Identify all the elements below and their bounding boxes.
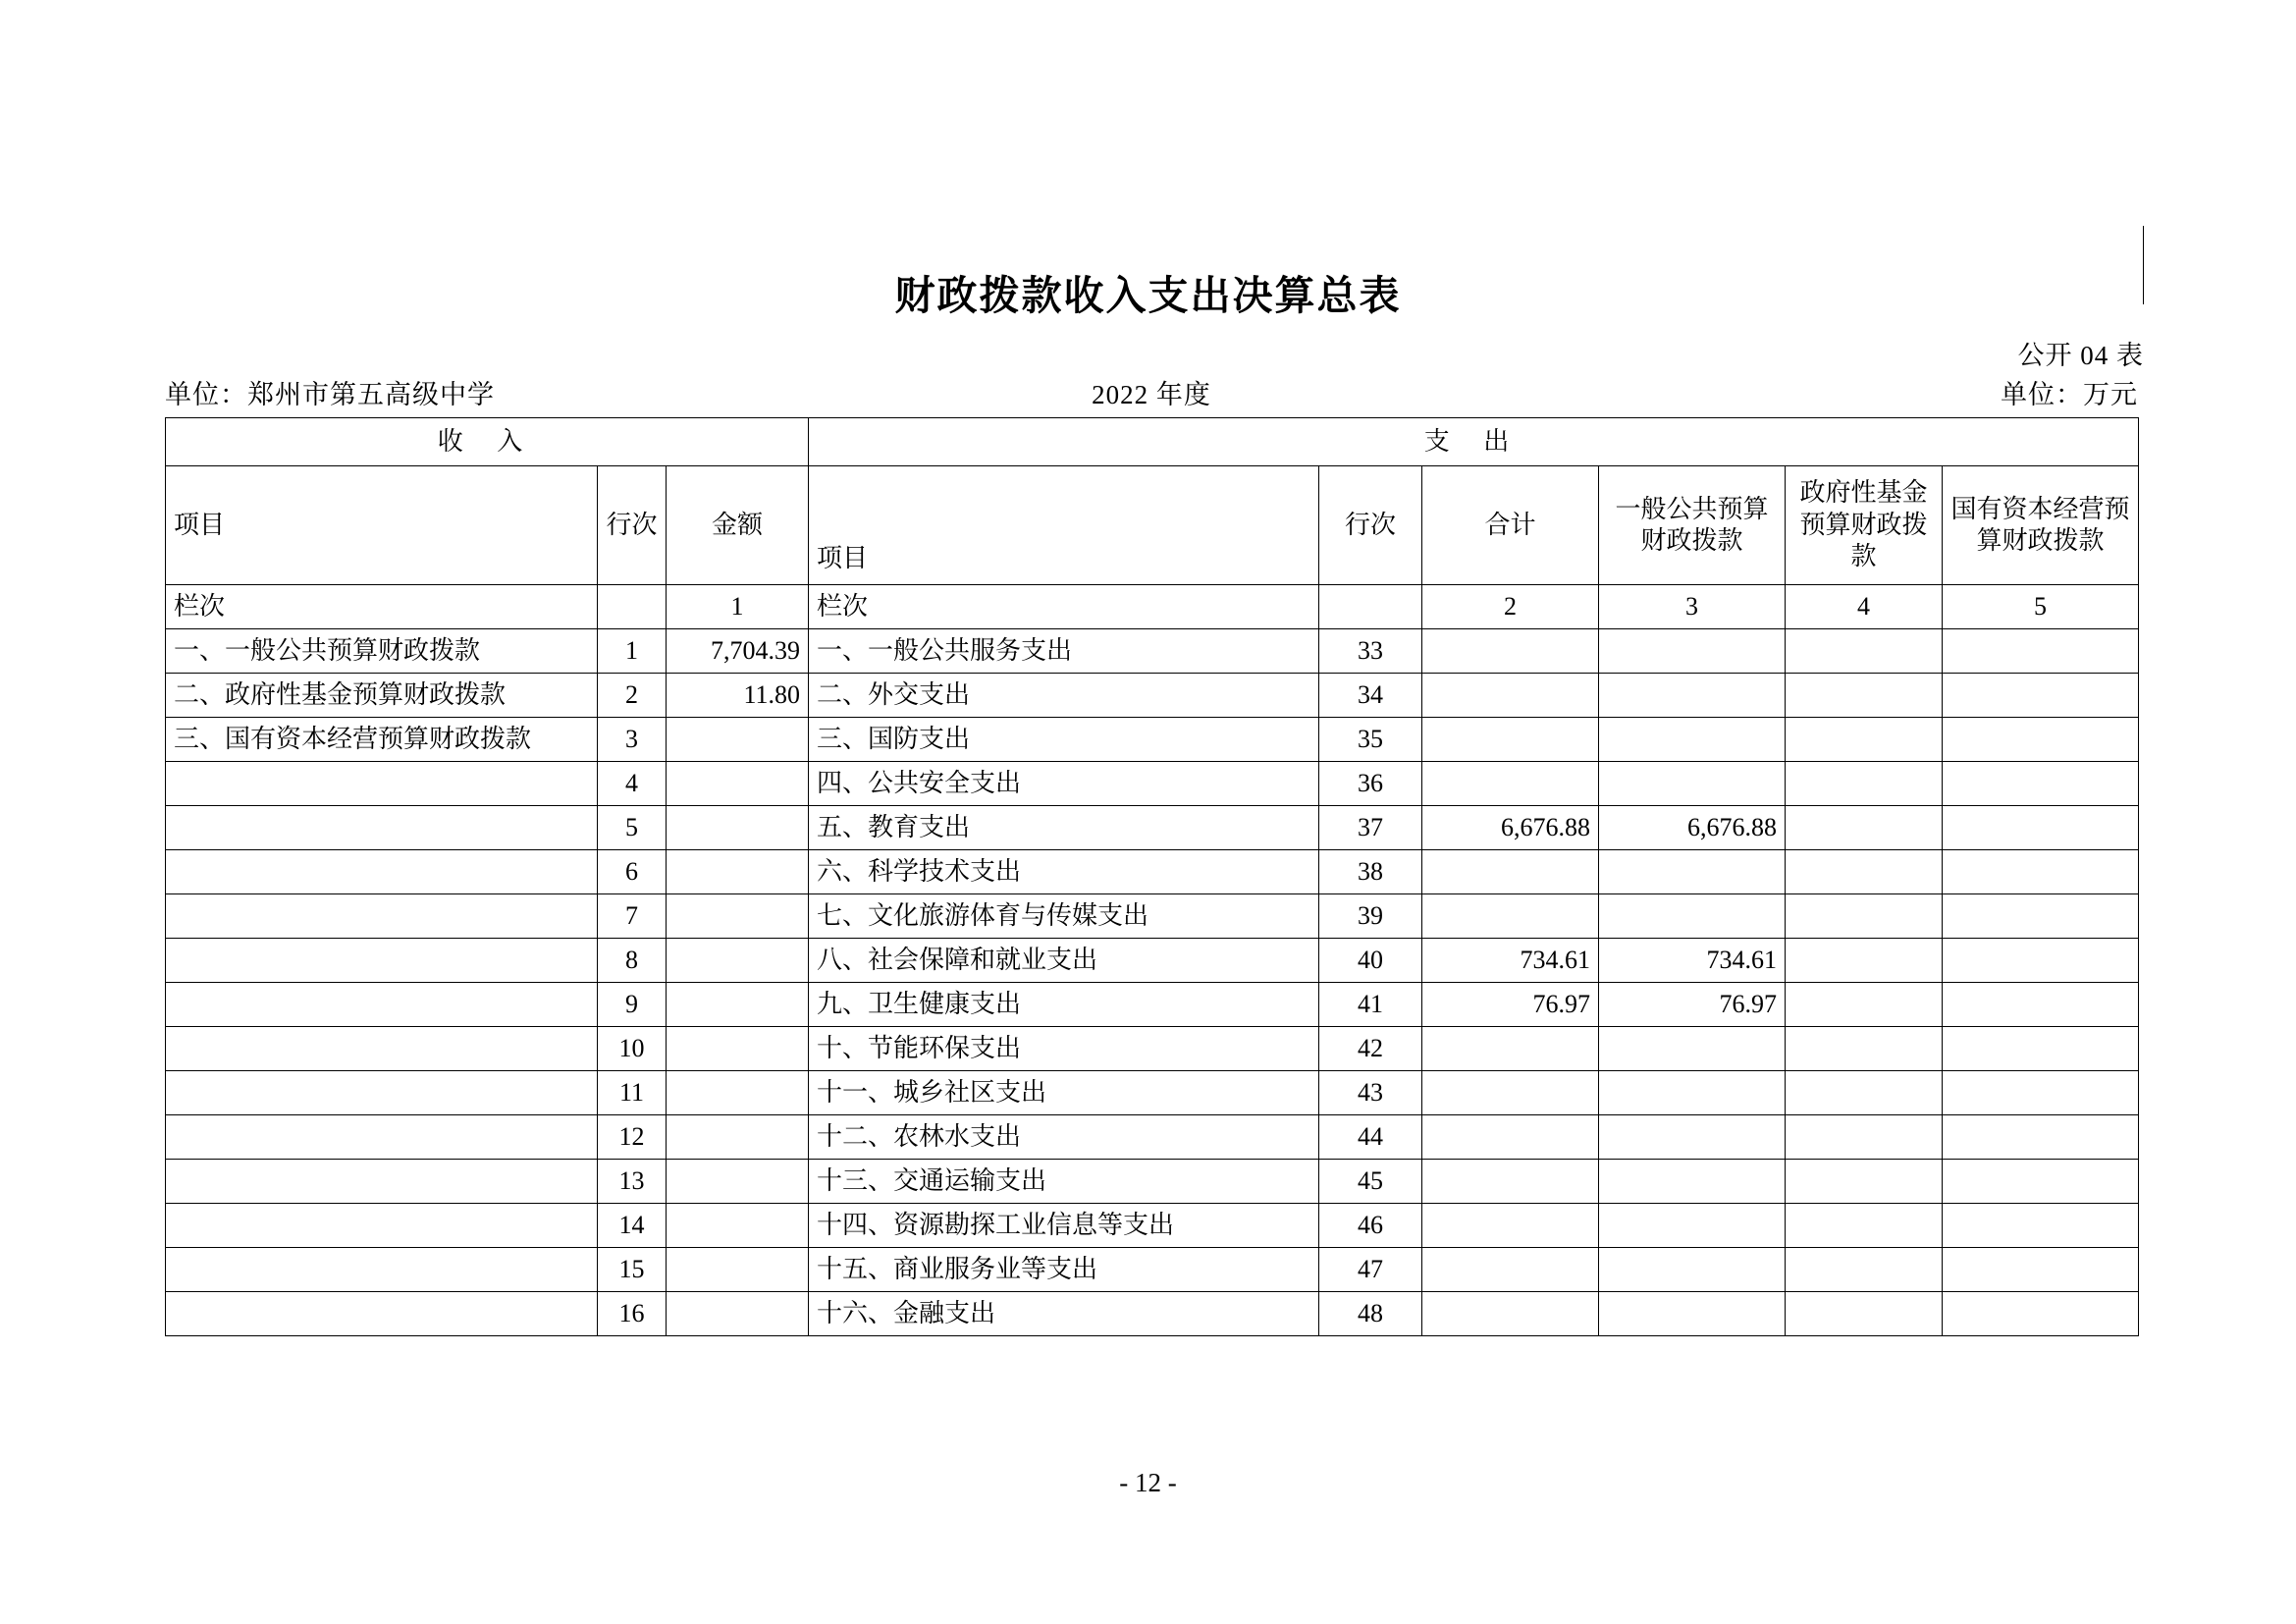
income-item	[166, 1160, 598, 1204]
column-label-income: 栏次	[166, 585, 598, 629]
table-row	[166, 718, 2139, 762]
expense-total	[1422, 629, 1599, 674]
income-line: 10	[598, 1027, 667, 1071]
expense-total	[1422, 1248, 1599, 1292]
header-expense-gov-fund: 政府性基金预算财政拨款	[1786, 466, 1943, 585]
expense-gov-fund	[1786, 806, 1943, 850]
page-title: 财政拨款收入支出决算总表	[894, 273, 1402, 318]
section-header-expense: 支 出	[809, 418, 2139, 466]
table-row	[166, 850, 2139, 894]
table-row	[166, 939, 2139, 983]
expense-item: 五、教育支出	[809, 806, 1319, 850]
expense-general	[1599, 850, 1786, 894]
income-line: 1	[598, 629, 667, 674]
table-row	[166, 1071, 2139, 1115]
income-line: 4	[598, 762, 667, 806]
expense-gov-fund	[1786, 1071, 1943, 1115]
income-amount	[667, 1292, 809, 1336]
expense-soe	[1943, 1115, 2139, 1160]
expense-soe	[1943, 939, 2139, 983]
income-line: 2	[598, 674, 667, 718]
table-row	[166, 1292, 2139, 1336]
income-item	[166, 1115, 598, 1160]
header-income-amount: 金额	[667, 466, 809, 585]
expense-soe	[1943, 1160, 2139, 1204]
expense-line: 33	[1319, 629, 1422, 674]
column-number-expense-line	[1319, 585, 1422, 629]
income-item: 一、一般公共预算财政拨款	[166, 629, 598, 674]
expense-general: 6,676.88	[1599, 806, 1786, 850]
column-number-expense-total: 2	[1422, 585, 1599, 629]
expense-line: 44	[1319, 1115, 1422, 1160]
expense-gov-fund	[1786, 894, 1943, 939]
income-item	[166, 850, 598, 894]
expense-total	[1422, 1027, 1599, 1071]
expense-line: 42	[1319, 1027, 1422, 1071]
expense-total	[1422, 1204, 1599, 1248]
expense-line: 43	[1319, 1071, 1422, 1115]
expense-soe	[1943, 983, 2139, 1027]
expense-soe	[1943, 674, 2139, 718]
column-number-expense-soe: 5	[1943, 585, 2139, 629]
column-number-expense-gov-fund: 4	[1786, 585, 1943, 629]
table-row	[166, 629, 2139, 674]
expense-item: 一、一般公共服务支出	[809, 629, 1319, 674]
expense-gov-fund	[1786, 718, 1943, 762]
expense-gov-fund	[1786, 983, 1943, 1027]
income-item	[166, 1071, 598, 1115]
income-amount	[667, 1248, 809, 1292]
income-line: 13	[598, 1160, 667, 1204]
income-amount	[667, 1115, 809, 1160]
income-item: 三、国有资本经营预算财政拨款	[166, 718, 598, 762]
expense-general	[1599, 1292, 1786, 1336]
income-amount	[667, 762, 809, 806]
income-item	[166, 939, 598, 983]
expense-line: 38	[1319, 850, 1422, 894]
meta-row	[165, 373, 2138, 412]
income-item	[166, 1292, 598, 1336]
table-row	[166, 762, 2139, 806]
expense-general	[1599, 674, 1786, 718]
expense-line: 45	[1319, 1160, 1422, 1204]
column-number-income-line	[598, 585, 667, 629]
expense-gov-fund	[1786, 1115, 1943, 1160]
header-income-line: 行次	[598, 466, 667, 585]
table-row	[166, 1204, 2139, 1248]
table-row	[166, 806, 2139, 850]
income-line: 12	[598, 1115, 667, 1160]
header-expense-total: 合计	[1422, 466, 1599, 585]
page-number: - 12 -	[1119, 1468, 1177, 1497]
income-item	[166, 1248, 598, 1292]
expense-total	[1422, 1115, 1599, 1160]
expense-gov-fund	[1786, 1292, 1943, 1336]
expense-general: 76.97	[1599, 983, 1786, 1027]
expense-item: 十二、农林水支出	[809, 1115, 1319, 1160]
table-row	[166, 674, 2139, 718]
expense-total	[1422, 674, 1599, 718]
expense-total	[1422, 1292, 1599, 1336]
expense-item: 七、文化旅游体育与传媒支出	[809, 894, 1319, 939]
income-line: 15	[598, 1248, 667, 1292]
expense-general	[1599, 894, 1786, 939]
unit-name-label: 单位：郑州市第五高级中学	[165, 380, 495, 409]
income-amount	[667, 1071, 809, 1115]
income-item	[166, 806, 598, 850]
expense-soe	[1943, 629, 2139, 674]
expense-line: 41	[1319, 983, 1422, 1027]
table-column-header-row	[166, 466, 2139, 585]
expense-soe	[1943, 762, 2139, 806]
expense-total	[1422, 850, 1599, 894]
expense-general	[1599, 1160, 1786, 1204]
expense-total	[1422, 1160, 1599, 1204]
expense-line: 48	[1319, 1292, 1422, 1336]
expense-item: 二、外交支出	[809, 674, 1319, 718]
expense-total	[1422, 894, 1599, 939]
expense-gov-fund	[1786, 1204, 1943, 1248]
expense-line: 39	[1319, 894, 1422, 939]
expense-gov-fund	[1786, 674, 1943, 718]
expense-gov-fund	[1786, 939, 1943, 983]
expense-gov-fund	[1786, 1160, 1943, 1204]
expense-general	[1599, 629, 1786, 674]
expense-line: 34	[1319, 674, 1422, 718]
section-header-income: 收 入	[166, 418, 809, 466]
column-number-expense-general: 3	[1599, 585, 1786, 629]
expense-general	[1599, 1071, 1786, 1115]
header-income-item: 项目	[166, 466, 598, 585]
expense-general	[1599, 762, 1786, 806]
expense-item: 六、科学技术支出	[809, 850, 1319, 894]
expense-gov-fund	[1786, 1248, 1943, 1292]
expense-item: 十三、交通运输支出	[809, 1160, 1319, 1204]
header-expense-soe-budget: 国有资本经营预算财政拨款	[1943, 466, 2139, 585]
income-item: 二、政府性基金预算财政拨款	[166, 674, 598, 718]
expense-item: 十、节能环保支出	[809, 1027, 1319, 1071]
expense-general	[1599, 1204, 1786, 1248]
expense-item: 八、社会保障和就业支出	[809, 939, 1319, 983]
income-amount	[667, 1027, 809, 1071]
income-amount: 7,704.39	[667, 629, 809, 674]
expense-item: 十五、商业服务业等支出	[809, 1248, 1319, 1292]
income-item	[166, 1027, 598, 1071]
expense-line: 35	[1319, 718, 1422, 762]
expense-total	[1422, 1071, 1599, 1115]
expense-general: 734.61	[1599, 939, 1786, 983]
income-amount	[667, 983, 809, 1027]
income-amount	[667, 939, 809, 983]
fiscal-year-label: 2022 年度	[1092, 380, 1211, 409]
expense-soe	[1943, 1204, 2139, 1248]
income-item	[166, 762, 598, 806]
budget-table	[165, 417, 2139, 1336]
expense-line: 36	[1319, 762, 1422, 806]
income-amount	[667, 718, 809, 762]
expense-soe	[1943, 718, 2139, 762]
expense-item: 十四、资源勘探工业信息等支出	[809, 1204, 1319, 1248]
expense-item: 三、国防支出	[809, 718, 1319, 762]
income-line: 5	[598, 806, 667, 850]
income-line: 11	[598, 1071, 667, 1115]
income-line: 6	[598, 850, 667, 894]
income-line: 7	[598, 894, 667, 939]
form-code-label: 公开 04 表	[2017, 341, 2144, 370]
expense-general	[1599, 1248, 1786, 1292]
expense-line: 46	[1319, 1204, 1422, 1248]
header-expense-general-budget: 一般公共预算财政拨款	[1599, 466, 1786, 585]
expense-line: 47	[1319, 1248, 1422, 1292]
income-line: 3	[598, 718, 667, 762]
table-row	[166, 1160, 2139, 1204]
expense-general	[1599, 1115, 1786, 1160]
income-amount	[667, 1204, 809, 1248]
expense-soe	[1943, 1248, 2139, 1292]
income-amount: 11.80	[667, 674, 809, 718]
expense-gov-fund	[1786, 762, 1943, 806]
table-column-number-row	[166, 585, 2139, 629]
expense-gov-fund	[1786, 629, 1943, 674]
income-amount	[667, 1160, 809, 1204]
expense-general	[1599, 1027, 1786, 1071]
expense-total: 76.97	[1422, 983, 1599, 1027]
income-line: 14	[598, 1204, 667, 1248]
income-amount	[667, 806, 809, 850]
column-number-income-amount: 1	[667, 585, 809, 629]
income-amount	[667, 894, 809, 939]
header-expense-line: 行次	[1319, 466, 1422, 585]
table-row	[166, 1248, 2139, 1292]
table-row	[166, 983, 2139, 1027]
expense-general	[1599, 718, 1786, 762]
expense-soe	[1943, 894, 2139, 939]
table-row	[166, 1115, 2139, 1160]
header-expense-item: 项目	[809, 466, 1319, 585]
income-item	[166, 894, 598, 939]
table-section-header-row	[166, 418, 2139, 466]
expense-soe	[1943, 1071, 2139, 1115]
expense-line: 37	[1319, 806, 1422, 850]
expense-line: 40	[1319, 939, 1422, 983]
table-row	[166, 894, 2139, 939]
amount-unit-label: 单位：万元	[2001, 380, 2138, 409]
expense-item: 十六、金融支出	[809, 1292, 1319, 1336]
expense-soe	[1943, 850, 2139, 894]
income-line: 16	[598, 1292, 667, 1336]
expense-total	[1422, 762, 1599, 806]
income-item	[166, 1204, 598, 1248]
expense-gov-fund	[1786, 850, 1943, 894]
table-row	[166, 1027, 2139, 1071]
expense-soe	[1943, 1292, 2139, 1336]
income-amount	[667, 850, 809, 894]
expense-total: 734.61	[1422, 939, 1599, 983]
income-item	[166, 983, 598, 1027]
column-label-expense: 栏次	[809, 585, 1319, 629]
expense-total	[1422, 718, 1599, 762]
income-line: 9	[598, 983, 667, 1027]
expense-soe	[1943, 1027, 2139, 1071]
expense-soe	[1943, 806, 2139, 850]
expense-gov-fund	[1786, 1027, 1943, 1071]
expense-item: 十一、城乡社区支出	[809, 1071, 1319, 1115]
expense-item: 四、公共安全支出	[809, 762, 1319, 806]
income-line: 8	[598, 939, 667, 983]
expense-total: 6,676.88	[1422, 806, 1599, 850]
expense-item: 九、卫生健康支出	[809, 983, 1319, 1027]
